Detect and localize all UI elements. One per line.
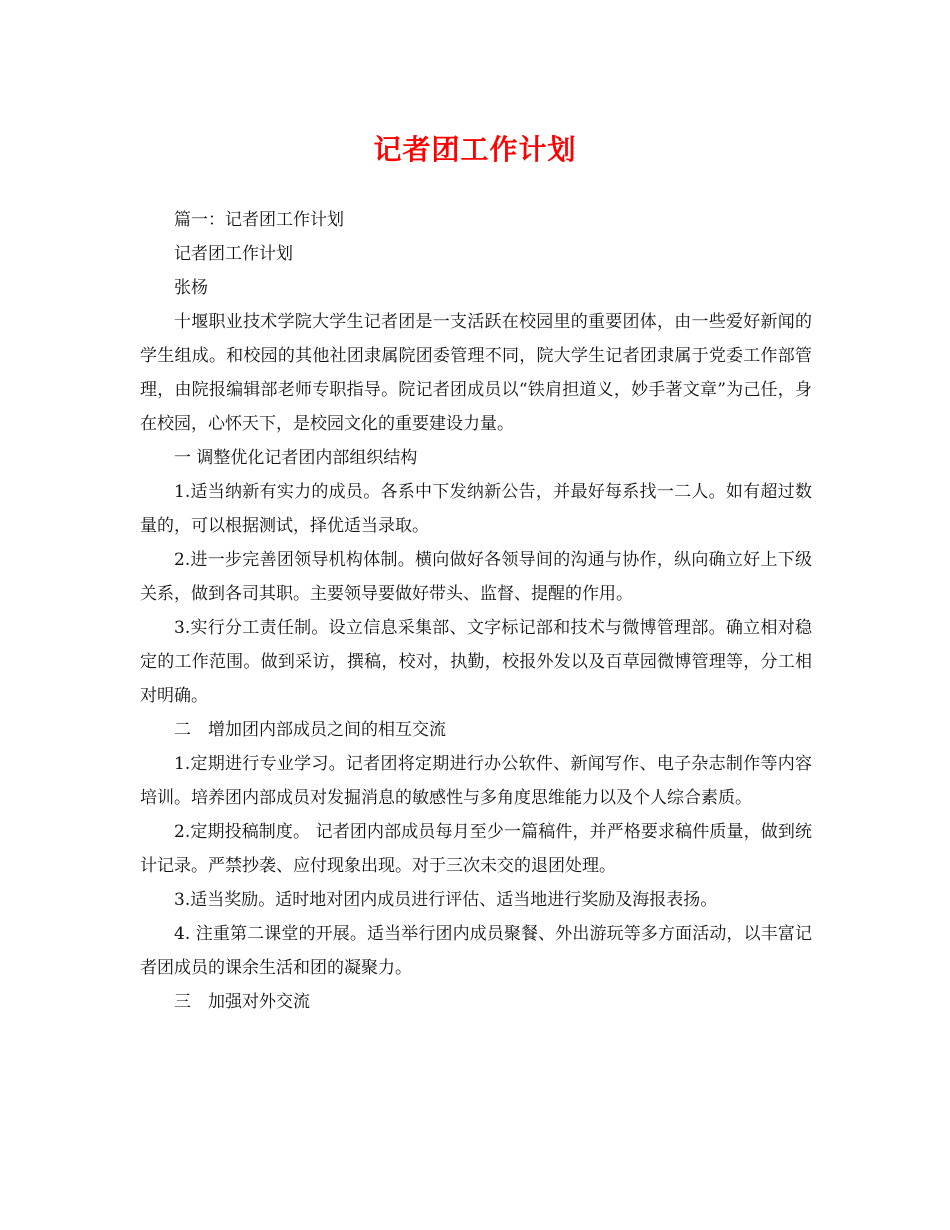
paragraph-author: 张杨: [174, 278, 208, 298]
paragraph-item: 4. 注重第二课堂的开展。适当举行团内成员聚餐、外出游玩等多方面活动，以丰富记者团成员的课余生活和团的凝聚力。: [140, 924, 812, 978]
paragraph-item: 1.适当纳新有实力的成员。各系中下发纳新公告，并最好每系找一二人。如有超过数量的，可以根据测试，择优适当录取。: [140, 482, 812, 536]
paragraph-item: 3.实行分工责任制。设立信息采集部、文字标记部和技术与微博管理部。确立相对稳定的工作范围。做到采访，撰稿，校对，执勤，校报外发以及百草园微博管理等，分工相对明确。: [140, 618, 812, 706]
document-title: 记者团工作计划: [373, 133, 577, 166]
paragraph-intro: 十堰职业技术学院大学生记者团是一支活跃在校园里的重要团体，由一些爱好新闻的学生组成。和校园的其他社团隶属院团委管理不同，院大学生记者团隶属于党委工作部管理，由院报编辑部老师专职指导。院记者团成员以“铁肩担道义，妙手著文章”为己任，身在校园，心怀天下，是校园文化的重要建设力量。: [140, 312, 812, 434]
paragraph-item: 2.进一步完善团领导机构体制。横向做好各领导间的沟通与协作，纵向确立好上下级关系，做到各司其职。主要领导要做好带头、监督、提醒的作用。: [140, 550, 812, 604]
heading-part-three: 三 加强对外交流: [174, 992, 310, 1012]
paragraph-item: 3.适当奖励。适时地对团内成员进行评估、适当地进行奖励及海报表扬。: [174, 890, 718, 910]
paragraph-section-heading: 篇一：记者团工作计划: [174, 210, 344, 230]
heading-part-one: 一 调整优化记者团内部组织结构: [174, 448, 418, 468]
heading-part-two: 二 增加团内部成员之间的相互交流: [174, 720, 446, 740]
document-body: [140, 203, 812, 1019]
paragraph-subtitle: 记者团工作计划: [174, 244, 293, 264]
paragraph-item: 1.定期进行专业学习。记者团将定期进行办公软件、新闻写作、电子杂志制作等内容培训。培养团内部成员对发掘消息的敏感性与多角度思维能力以及个人综合素质。: [140, 754, 812, 808]
paragraph-item: 2.定期投稿制度。 记者团内部成员每月至少一篇稿件，并严格要求稿件质量，做到统计记录。严禁抄袭、应付现象出现。对于三次未交的退团处理。: [140, 822, 812, 876]
